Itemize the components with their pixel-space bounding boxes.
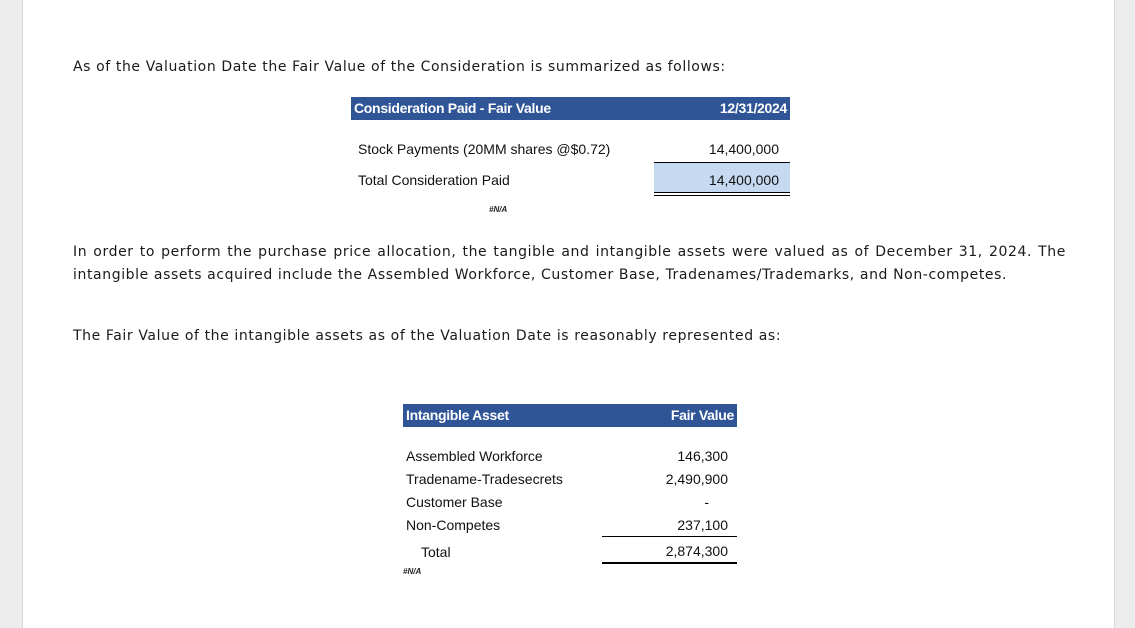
intangible-na-label: #N/A — [403, 567, 422, 576]
table-row-value: 146,300 — [677, 448, 728, 464]
total-consideration-value: 14,400,000 — [708, 172, 779, 188]
intangible-header-value: Fair Value — [670, 407, 734, 423]
table-row-label: Tradename-Tradesecrets — [406, 471, 563, 487]
total-label: Total — [421, 544, 451, 560]
total-value: 2,874,300 — [665, 543, 728, 559]
table-row-value: - — [704, 494, 709, 510]
table-row-label: Assembled Workforce — [406, 448, 543, 464]
subtotal-rule — [602, 536, 737, 537]
document-page — [22, 0, 1115, 628]
fair-value-intro-paragraph: The Fair Value of the intangible assets as of the Valuation Date is reasonably represented as: — [73, 328, 782, 344]
double-rule-bottom — [654, 195, 790, 196]
intangible-header-label: Intangible Asset — [406, 407, 509, 423]
consideration-na-label: #N/A — [489, 205, 508, 214]
table-row-value: 2,490,900 — [665, 471, 728, 487]
stock-payments-label: Stock Payments (20MM shares @$0.72) — [358, 141, 611, 157]
total-double-rule — [602, 562, 737, 564]
intangible-table-header — [403, 404, 737, 427]
consideration-header-date: 12/31/2024 — [719, 100, 787, 116]
double-rule-top — [654, 192, 790, 193]
consideration-table-header — [351, 97, 790, 120]
table-row-value: 237,100 — [677, 517, 728, 533]
total-consideration-label: Total Consideration Paid — [358, 172, 510, 188]
table-row-label: Non-Competes — [406, 517, 501, 533]
table-row-label: Customer Base — [406, 494, 503, 510]
consideration-header-label: Consideration Paid - Fair Value — [354, 100, 551, 116]
allocation-paragraph: In order to perform the purchase price allocation, the tangible and intangible assets were valued as of December 31, 2024. The intangible assets acquired include the Assembled Workforce, Customer Base, Tradenames/Trademarks, and Non-competes. — [73, 244, 1066, 283]
stock-payments-value: 14,400,000 — [708, 141, 779, 157]
intro-paragraph: As of the Valuation Date the Fair Value of the Consideration is summarized as follows: — [73, 59, 726, 75]
